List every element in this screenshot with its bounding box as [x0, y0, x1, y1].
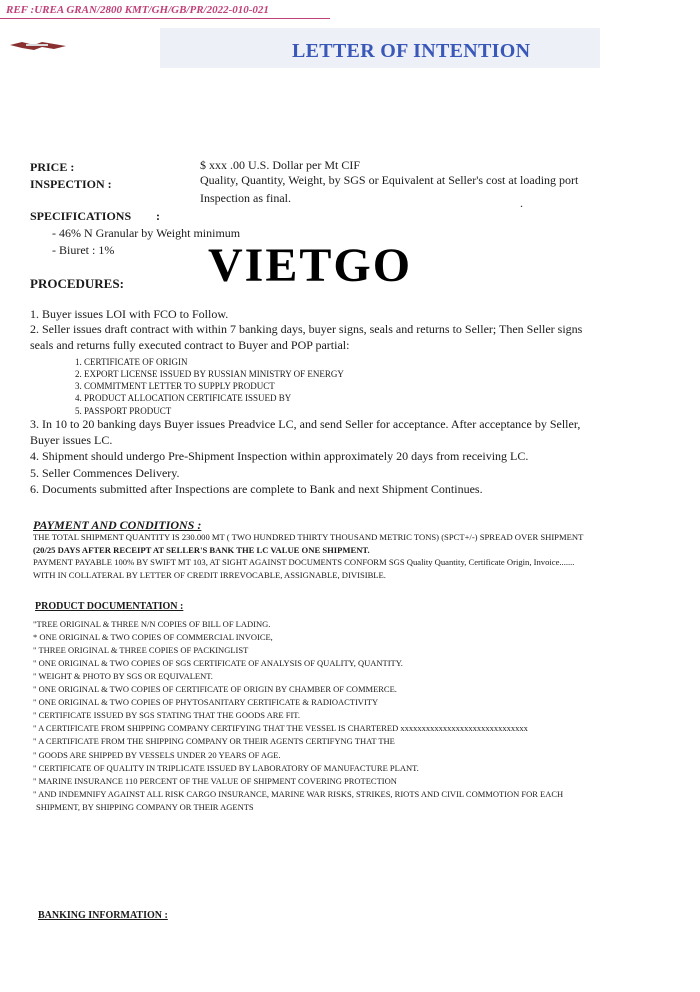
reference-number: REF :UREA GRAN/2800 KMT/GH/GB/PR/2022-010-021 — [6, 4, 269, 16]
handshake-logo-icon — [8, 36, 68, 54]
inspection-line-2: Inspection as final. — [200, 191, 291, 205]
documentation-item: " AND INDEMNIFY AGAINST ALL RISK CARGO INSURANCE, MARINE WAR RISKS, STRIKES, RIOTS AND CIVIL COMMOTION FOR EACH — [33, 789, 564, 799]
procedure-sub-3: 3. COMMITMENT LETTER TO SUPPLY PRODUCT — [75, 381, 275, 391]
procedure-step-4: 4. Shipment should undergo Pre-Shipment Inspection within approximately 20 days from receiving LC. — [30, 449, 529, 463]
procedure-step-6: 6. Documents submitted after Inspections are complete to Bank and next Shipment Continues. — [30, 482, 483, 496]
procedure-step-3b: Buyer issues LC. — [30, 433, 113, 447]
payment-line-1: THE TOTAL SHIPMENT QUANTITY IS 230.000 MT ( TWO HUNDRED THIRTY THOUSAND METRIC TONS) (SPCT+/-) SPREAD OVER SHIPMENT — [33, 532, 584, 542]
documentation-item: " WEIGHT & PHOTO BY SGS OR EQUIVALENT. — [33, 671, 213, 681]
documentation-heading: PRODUCT DOCUMENTATION : — [35, 601, 184, 612]
inspection-line-1: Quality, Quantity, Weight, by SGS or Equivalent at Seller's cost at loading port — [200, 173, 579, 187]
documentation-item: " A CERTIFICATE FROM THE SHIPPING COMPANY OR THEIR AGENTS CERTIFYNG THAT THE — [33, 736, 395, 746]
documentation-item: " CERTIFICATE ISSUED BY SGS STATING THAT THE GOODS ARE FIT. — [33, 710, 300, 720]
specifications-label: SPECIFICATIONS — [30, 209, 132, 223]
price-value: $ xxx .00 U.S. Dollar per Mt CIF — [200, 158, 360, 172]
documentation-item: " GOODS ARE SHIPPED BY VESSELS UNDER 20 YEARS OF AGE. — [33, 750, 281, 760]
procedure-step-2a: 2. Seller issues draft contract with within 7 banking days, buyer signs, seals and returns to Seller; Then Seller signs — [30, 322, 583, 336]
spec-item-2: - Biuret : 1% — [52, 243, 115, 257]
page-title: LETTER OF INTENTION — [292, 40, 531, 62]
stray-dot: . — [520, 196, 523, 210]
specifications-colon: : — [156, 209, 160, 223]
procedures-heading: PROCEDURES: — [30, 276, 124, 291]
price-label: PRICE : — [30, 160, 75, 174]
procedure-step-3a: 3. In 10 to 20 banking days Buyer issues Preadvice LC, and send Seller for acceptance. After acceptance by Seller, — [30, 417, 581, 431]
payment-line-2: (20/25 DAYS AFTER RECEIPT AT SELLER'S BANK THE LC VALUE ONE SHIPMENT. — [33, 545, 370, 555]
procedure-sub-4: 4. PRODUCT ALLOCATION CERTIFICATE ISSUED BY — [75, 393, 292, 403]
payment-line-4: WITH IN COLLATERAL BY LETTER OF CREDIT IRREVOCABLE, ASSIGNABLE, DIVISIBLE. — [33, 570, 386, 580]
documentation-item: " CERTIFICATE OF QUALITY IN TRIPLICATE ISSUED BY LABORATORY OF MANUFACTURE PLANT. — [33, 763, 419, 773]
documentation-item: SHIPMENT, BY SHIPPING COMPANY OR THEIR AGENTS — [36, 802, 254, 812]
payment-heading: PAYMENT AND CONDITIONS : — [33, 518, 202, 532]
procedure-step-2b: seals and returns fully executed contract to Buyer and POP partial: — [30, 338, 350, 352]
documentation-item: * ONE ORIGINAL & TWO COPIES OF COMMERCIAL INVOICE, — [33, 632, 273, 642]
payment-line-3: PAYMENT PAYABLE 100% BY SWIFT MT 103, AT SIGHT AGAINST DOCUMENTS CONFORM SGS Quality Quantity, Certificate Origin, Invoice....... — [33, 557, 575, 567]
procedure-sub-5: 5. PASSPORT PRODUCT — [75, 406, 172, 416]
procedure-sub-1: 1. CERTIFICATE OF ORIGIN — [75, 357, 188, 367]
documentation-item: " ONE ORIGINAL & TWO COPIES OF PHYTOSANITARY CERTIFICATE & RADIOACTIVITY — [33, 697, 379, 707]
vietgo-watermark: VIETGO — [208, 239, 413, 292]
banking-heading: BANKING INFORMATION : — [38, 910, 168, 921]
procedure-sub-2: 2. EXPORT LICENSE ISSUED BY RUSSIAN MINISTRY OF ENERGY — [75, 369, 344, 379]
procedure-step-1: 1. Buyer issues LOI with FCO to Follow. — [30, 307, 229, 321]
documentation-item: " ONE ORIGINAL & TWO COPIES OF CERTIFICATE OF ORIGIN BY CHAMBER OF COMMERCE. — [33, 684, 397, 694]
inspection-label: INSPECTION : — [30, 177, 112, 191]
procedure-step-5: 5. Seller Commences Delivery. — [30, 466, 180, 480]
documentation-item: " A CERTIFICATE FROM SHIPPING COMPANY CERTIFYING THAT THE VESSEL IS CHARTERED xxxxxxxxxxxxxxxxxxxxxxxxxxxxxx — [33, 723, 528, 733]
documentation-item: " ONE ORIGINAL & TWO COPIES OF SGS CERTIFICATE OF ANALYSIS OF QUALITY, QUANTITY. — [33, 658, 403, 668]
documentation-item: " MARINE INSURANCE 110 PERCENT OF THE VALUE OF SHIPMENT COVERING PROTECTION — [33, 776, 397, 786]
reference-underline — [0, 18, 330, 19]
documentation-item: " THREE ORIGINAL & THREE COPIES OF PACKINGLIST — [33, 645, 249, 655]
documentation-item: "TREE ORIGINAL & THREE N/N COPIES OF BILL OF LADING. — [33, 619, 271, 629]
spec-item-1: - 46% N Granular by Weight minimum — [52, 226, 241, 240]
